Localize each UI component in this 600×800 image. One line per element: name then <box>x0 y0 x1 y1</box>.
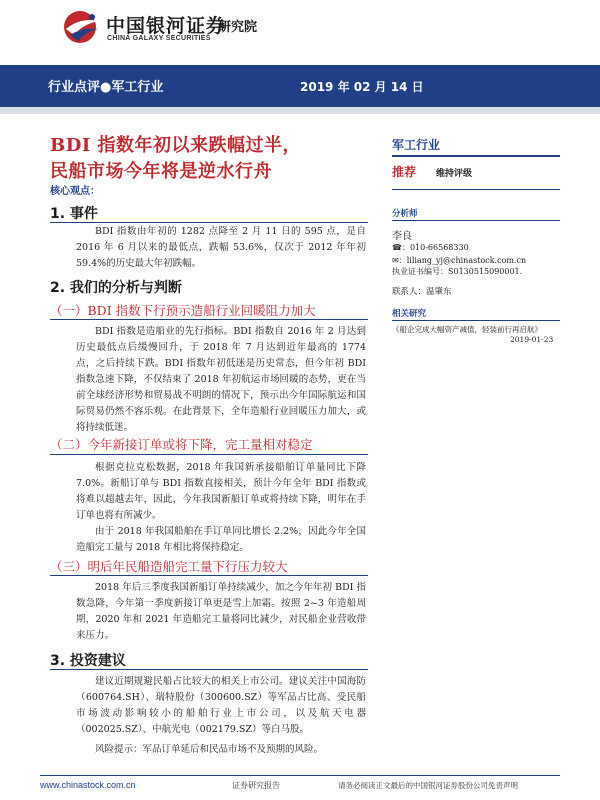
section-3-heading: 3. 投资建议 <box>50 653 126 669</box>
analyst-license: 执业证书编号：S0130515090001. <box>392 267 523 276</box>
footer-website[interactable]: www.chinastock.com.cn <box>40 780 136 790</box>
report-category: 行业点评●军工行业 <box>48 80 164 95</box>
sidebar-rule-top <box>392 155 560 157</box>
analyst-phone: ☎：010-66568330 <box>392 243 469 252</box>
subsection-3-title: （三）明后年民船造船完工量下行压力较大 <box>50 559 288 574</box>
footer-disclaimer: 请务必阅读正文最后的中国银河证券股份公司免责声明 <box>338 781 518 790</box>
section-3-rule <box>50 669 368 670</box>
related-report-date: 2019-01-23 <box>510 335 554 344</box>
subsection-1-paragraph: BDI 指数是造船业的先行指标。BDI 指数自 2016 年 2 月达到历史最低点后缓慢回升，于 2018 年 7 月达到近年最高的 1774 点，之后持续下跌。BDI 指数年初低迷是历史常态，但今年初 BDI 指数急速下降，不仅结束了 2018 年初航运市场回暖的态势，更在当前全球经济形势和贸易战不明朗的情况下，预示出今年国际航运和国际贸易仍然不容乐观。在此背景下，全年造船行业回暖压力加大，或将持续低迷。 <box>76 326 366 433</box>
subsection-2-rule <box>50 454 368 455</box>
report-title-line1: BDI 指数年初以来跌幅过半， <box>50 135 302 156</box>
analyst-email[interactable]: ✉：liliang_yj@chinastock.com.cn <box>392 256 527 265</box>
section-1-paragraph: BDI 指数由年初的 1282 点降至 2 月 11 日的 595 点，是自 2016 年 6 月以来的最低点，跌幅 53.6%，仅次于 2012 年年初 59.4%的历史最大年初跌幅。 <box>76 226 366 269</box>
section-2-heading: 2. 我们的分析与判断 <box>50 280 182 296</box>
institute-label: 研究院 <box>218 20 258 35</box>
galaxy-logo-icon <box>62 9 102 45</box>
subsection-3-paragraph: 2018 年后三季度我国新船订单持续减少，加之今年年初 BDI 指数急降，今年第一季度新接订单更是雪上加霜。按照 2~3 年造船周期，2020 年和 2021 年造船完工量将同比减少，对民船企业营收带来压力。 <box>76 582 366 641</box>
sidebar-rule-analyst <box>392 220 560 221</box>
footer-rule <box>40 775 560 776</box>
subsection-2-paragraph-2: 由于 2018 年我国船舶在手订单同比增长 2.2%，因此今年全国造船完工量与 2018 年相比将保持稳定。 <box>76 526 366 553</box>
sidebar-rule-related <box>392 320 560 321</box>
banner-lower-band <box>0 107 600 114</box>
analyst-name: 李良 <box>392 231 412 242</box>
section-1-rule <box>50 222 368 223</box>
related-report-title[interactable]: 《船企完成大幅资产减值，轻装前行再启航》 <box>392 325 542 334</box>
contact-person: 联系人：温肇东 <box>392 287 452 297</box>
sidebar-rating: 推荐 <box>392 165 417 179</box>
subsection-2-paragraph-1: 根据克拉克松数据，2018 年我国新承接船舶订单量同比下降 7.0%。新船订单与 BDI 指数直接相关，预计今年全年 BDI 指数或将难以超越去年，因此，今年我国新船订单或将持续下降，明年在手订单也将有所减少。 <box>76 462 366 521</box>
sidebar-rating-note: 维持评级 <box>436 169 473 179</box>
risk-warning: 风险提示：军品订单延后和民品市场不及预期的风险。 <box>95 744 324 755</box>
report-title-line2: 民船市场今年将是逆水行舟 <box>50 161 272 182</box>
sidebar-related-heading: 相关研究 <box>392 309 427 319</box>
section-3-paragraph: 建议近期规避民船占比较大的相关上市公司。建议关注中国海防（600764.SH）、瑞特股份（300600.SZ）等军品占比高、受民船市场波动影响较小的船舶行业上市公司，以及航天电器（002025.SZ）、中航光电（002179.SZ）等白马股。 <box>76 676 366 735</box>
subsection-1-rule <box>50 319 368 320</box>
report-date: 2019 年 02 月 14 日 <box>300 80 424 94</box>
subsection-3-rule <box>50 575 368 576</box>
core-views-label: 核心观点： <box>50 186 100 197</box>
sidebar-rule-rating <box>392 189 560 190</box>
subsection-1-title: （一）BDI 指数下行预示造船行业回暖阻力加大 <box>50 303 316 318</box>
sidebar-analyst-heading: 分析师 <box>392 209 418 219</box>
logo-chinese-name: 中国银河证券 <box>106 15 227 37</box>
footer-report-type: 证券研究报告 <box>232 781 280 790</box>
sidebar-sector: 军工行业 <box>392 138 441 152</box>
logo-english-name: CHINA GALAXY SECURITIES <box>107 35 211 42</box>
section-1-heading: 1. 事件 <box>50 206 98 222</box>
subsection-2-title: （二）今年新接订单或将下降，完工量相对稳定 <box>50 437 313 452</box>
